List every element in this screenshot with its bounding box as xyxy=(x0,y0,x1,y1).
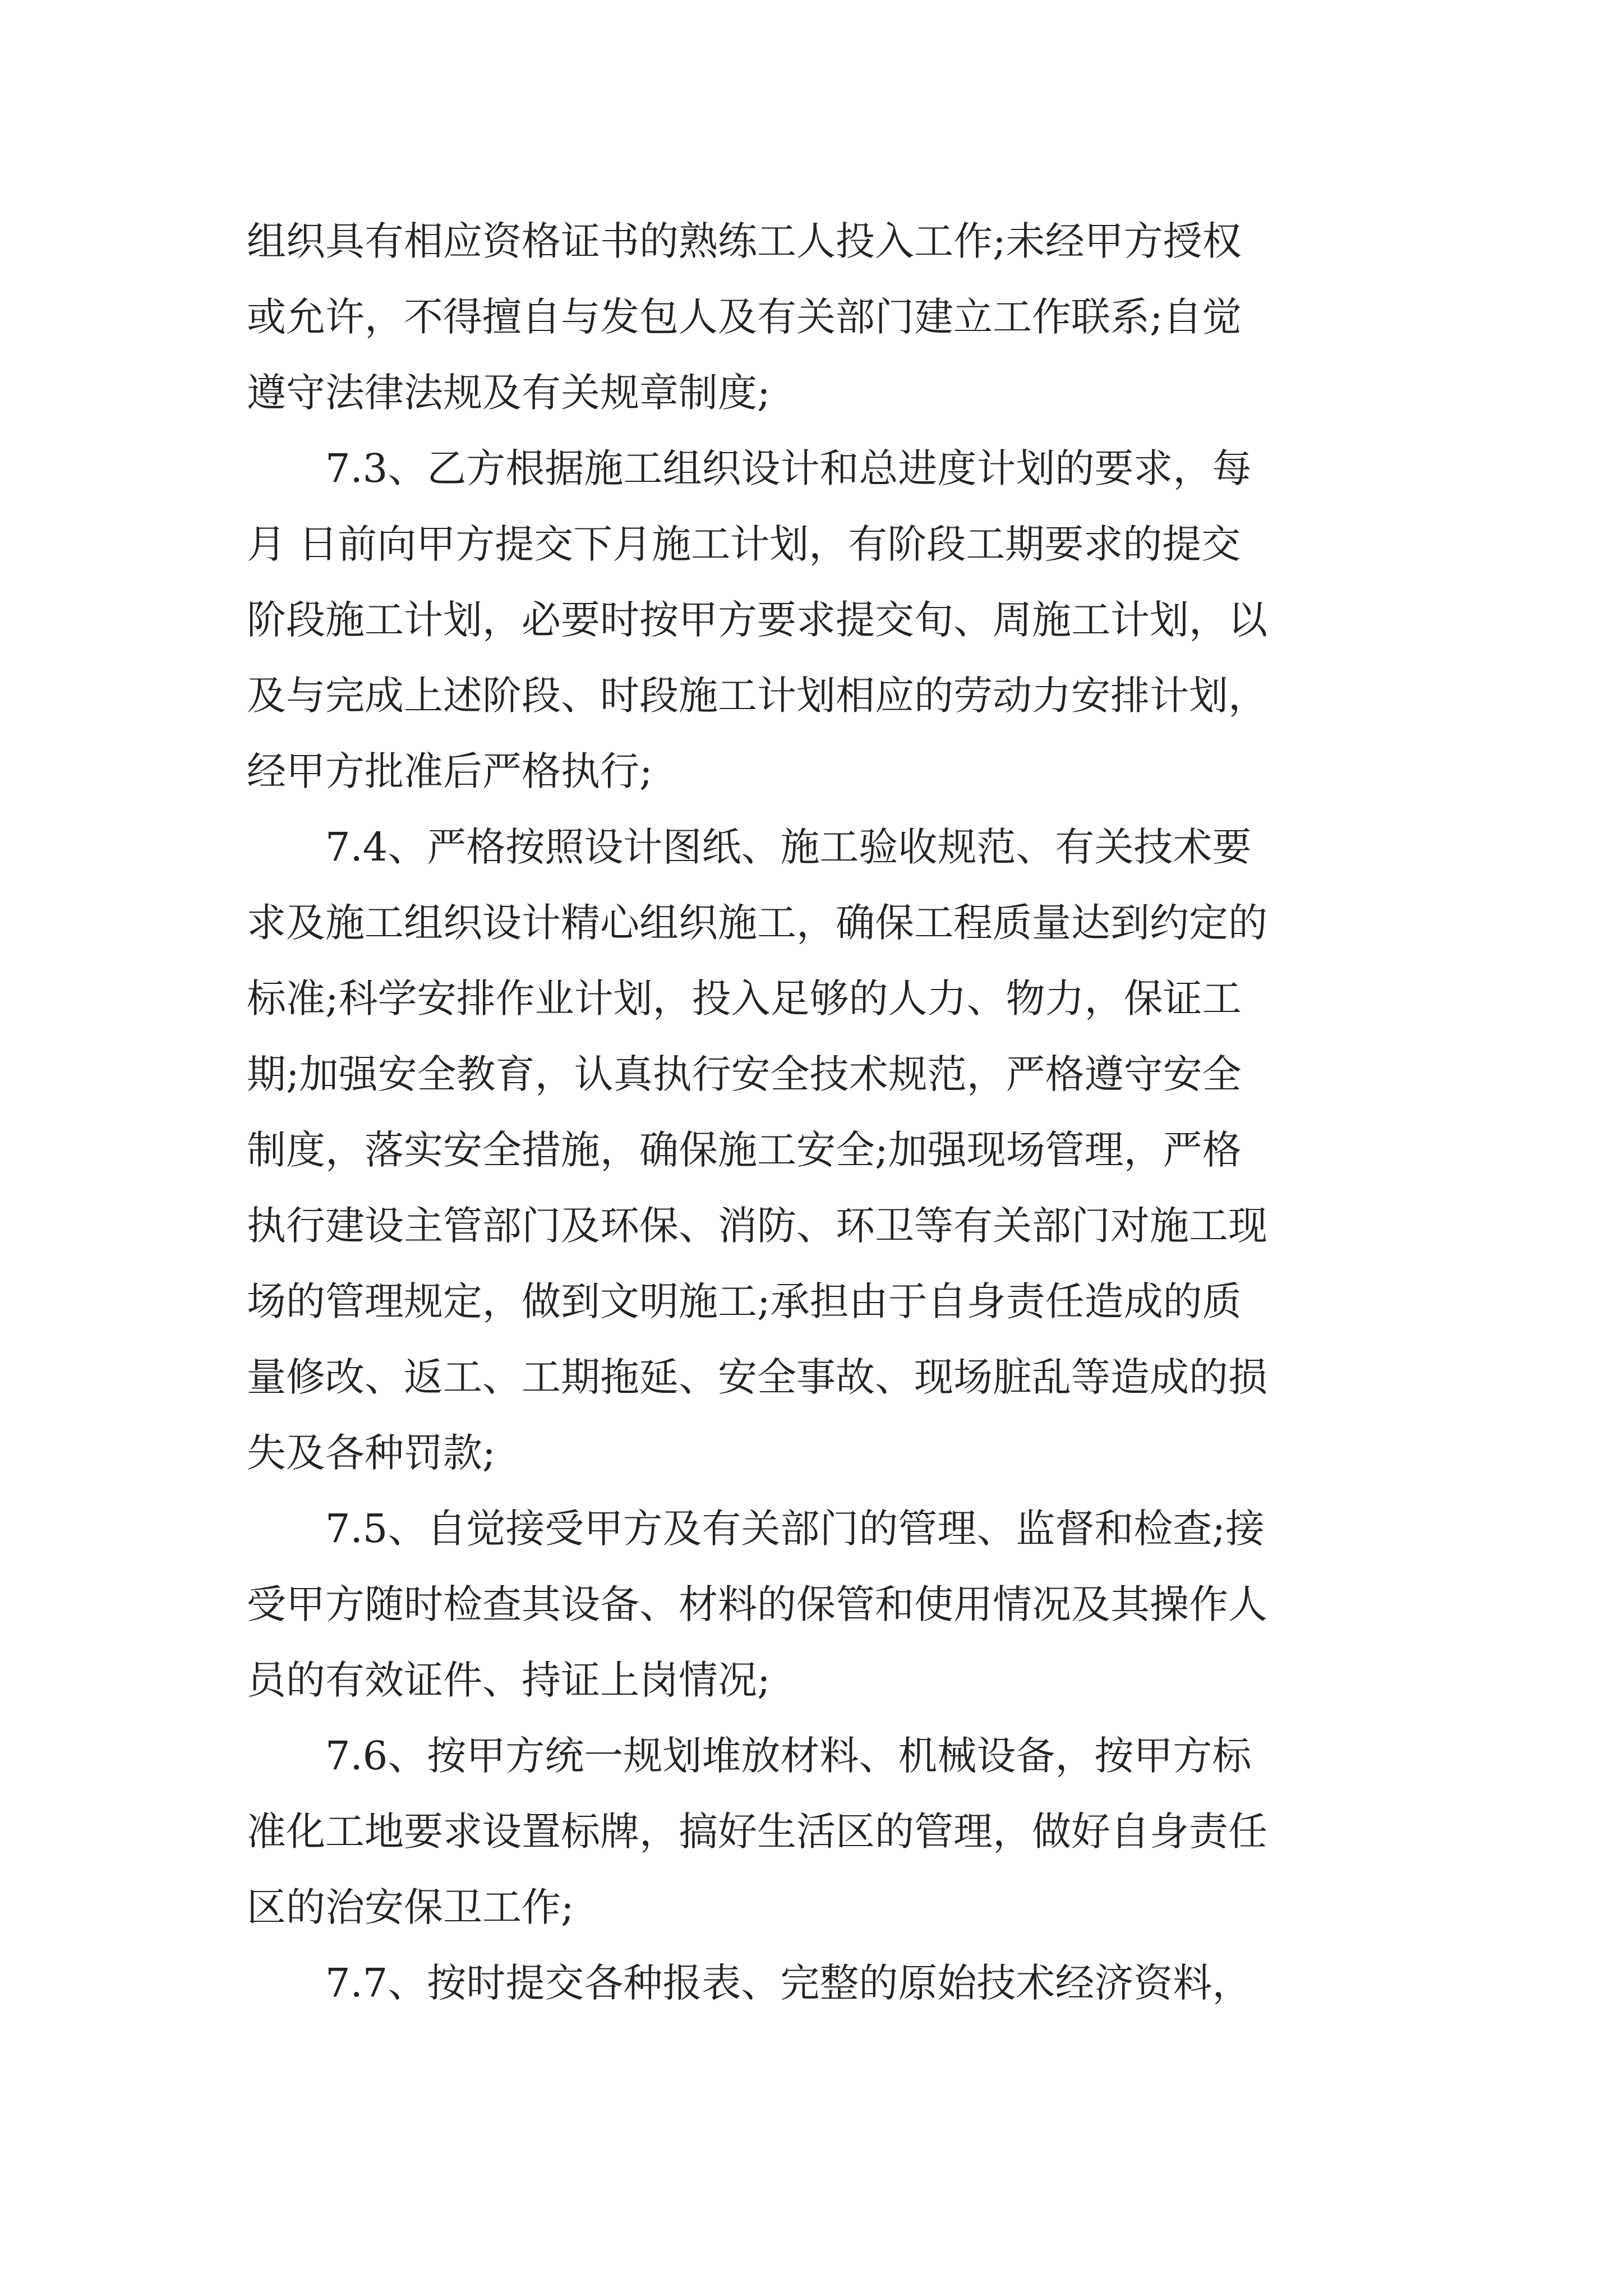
text-line: 准化工地要求设置标牌，搞好生活区的管理，做好自身责任 xyxy=(247,1809,1267,1855)
text-line: 期;加强安全教育，认真执行安全技术规范，严格遵守安全 xyxy=(247,1051,1242,1097)
text-line: 场的管理规定，做到文明施工;承担由于自身责任造成的质 xyxy=(247,1278,1242,1324)
text-line: 经甲方批准后严格执行; xyxy=(247,748,653,794)
text-line: 或允许，不得擅自与发包人及有关部门建立工作联系;自觉 xyxy=(247,294,1242,340)
text-line: 月 日前向甲方提交下月施工计划，有阶段工期要求的提交 xyxy=(247,521,1241,567)
text-line: 执行建设主管部门及环保、消防、环卫等有关部门对施工现 xyxy=(247,1203,1267,1249)
text-line: 组织具有相应资格证书的熟练工人投入工作;未经甲方授权 xyxy=(247,218,1242,264)
text-line: 阶段施工计划，必要时按甲方要求提交旬、周施工计划，以 xyxy=(247,597,1267,643)
paragraph-7-6-start: 7.6、按甲方统一规划堆放材料、机械设备，按甲方标 xyxy=(325,1733,1252,1779)
text-line: 失及各种罚款; xyxy=(247,1430,496,1476)
text-line: 受甲方随时检查其设备、材料的保管和使用情况及其操作人 xyxy=(247,1581,1267,1627)
text-line: 遵守法律法规及有关规章制度; xyxy=(247,370,771,416)
text-line: 标准;科学安排作业计划，投入足够的人力、物力，保证工 xyxy=(247,976,1242,1022)
paragraph-7-7-start: 7.7、按时提交各种报表、完整的原始技术经济资料， xyxy=(325,1960,1252,2006)
paragraph-7-4-start: 7.4、严格按照设计图纸、施工验收规范、有关技术要 xyxy=(325,824,1252,870)
text-line: 求及施工组织设计精心组织施工，确保工程质量达到约定的 xyxy=(247,900,1267,946)
text-line: 及与完成上述阶段、时段施工计划相应的劳动力安排计划， xyxy=(247,673,1267,719)
text-line: 制度，落实安全措施，确保施工安全;加强现场管理，严格 xyxy=(247,1127,1242,1173)
paragraph-7-5-start: 7.5、自觉接受甲方及有关部门的管理、监督和检查;接 xyxy=(325,1506,1265,1552)
paragraph-7-3-start: 7.3、乙方根据施工组织设计和总进度计划的要求，每 xyxy=(325,445,1252,491)
text-line: 量修改、返工、工期拖延、安全事故、现场脏乱等造成的损 xyxy=(247,1354,1267,1400)
text-line: 员的有效证件、持证上岗情况; xyxy=(247,1657,771,1703)
text-line: 区的治安保卫工作; xyxy=(247,1884,574,1930)
